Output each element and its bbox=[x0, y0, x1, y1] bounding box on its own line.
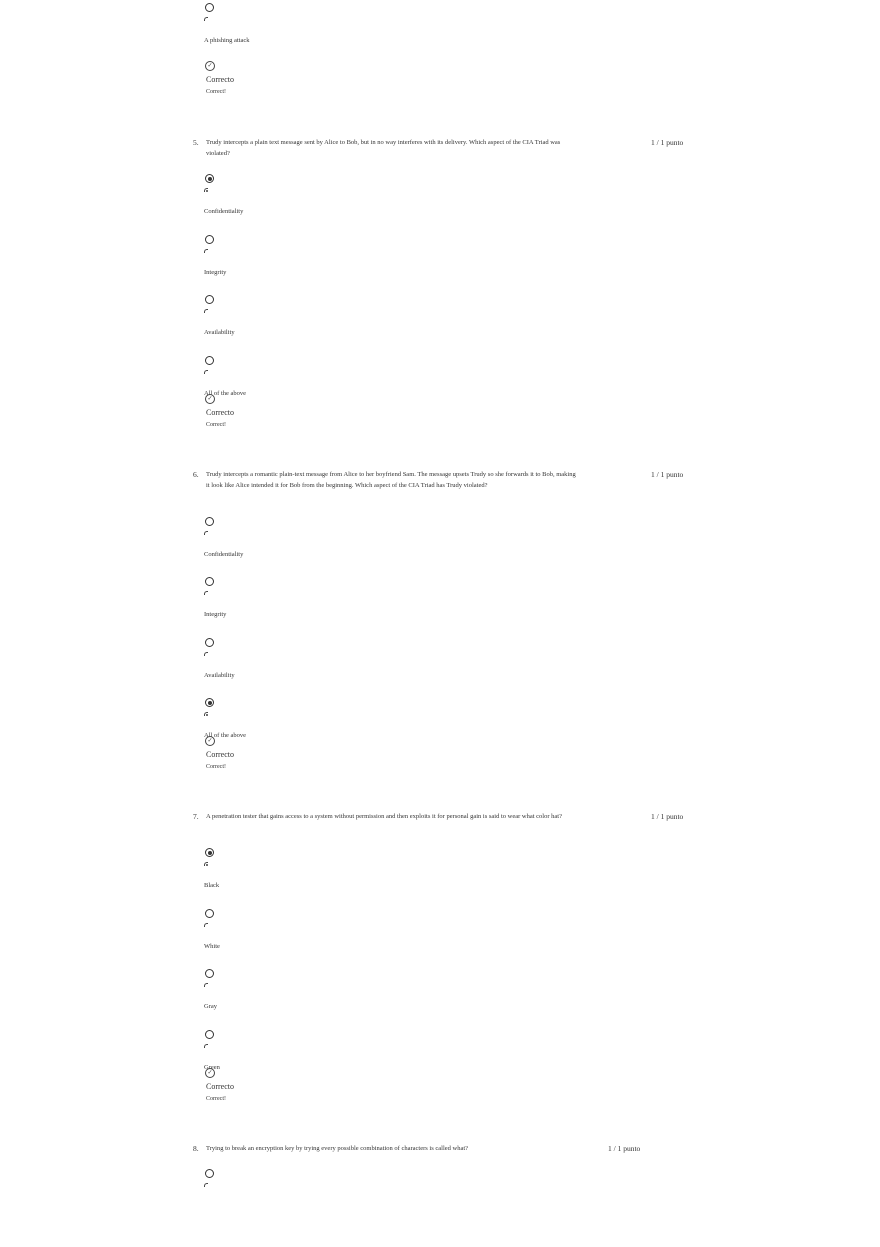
option-label[interactable]: White bbox=[204, 942, 220, 950]
question-text: Trying to break an encryption key by trying every possible combination of characters is called what? bbox=[206, 1144, 469, 1152]
radio-input-marker[interactable] bbox=[204, 17, 208, 21]
radio-input-marker[interactable] bbox=[204, 188, 208, 192]
option-label[interactable]: All of the above bbox=[204, 732, 247, 739]
feedback-message: Correct! bbox=[206, 1095, 226, 1102]
option-label[interactable]: Availability bbox=[204, 671, 235, 679]
question-number: 6. bbox=[193, 469, 199, 479]
radio-input-marker[interactable] bbox=[204, 983, 208, 987]
radio-button[interactable] bbox=[205, 235, 214, 244]
radio-input-marker[interactable] bbox=[204, 923, 208, 927]
feedback-title: Correcto bbox=[206, 407, 234, 417]
option-label[interactable]: Integrity bbox=[204, 268, 227, 276]
option-label[interactable]: Integrity bbox=[204, 611, 227, 618]
option-label[interactable]: All of the above bbox=[204, 389, 247, 397]
radio-input-marker[interactable] bbox=[204, 309, 208, 313]
feedback-title: Correcto bbox=[206, 75, 234, 84]
radio-input-marker[interactable] bbox=[204, 1044, 208, 1048]
question-text: A penetration tester that gains access to a system without permission and then exploits it for personal gain is said to wear what color hat? bbox=[206, 813, 562, 820]
feedback-title: Correcto bbox=[206, 1081, 234, 1091]
feedback-message: Correct! bbox=[206, 421, 226, 428]
question-number: 7. bbox=[193, 812, 199, 821]
option-label[interactable]: Confidentiality bbox=[204, 208, 244, 215]
radio-input-marker[interactable] bbox=[204, 712, 208, 716]
feedback-message: Correct! bbox=[206, 764, 226, 770]
check-circle-icon: ✓ bbox=[205, 736, 215, 746]
option-label[interactable]: Black bbox=[204, 882, 220, 889]
option-label[interactable]: Availability bbox=[204, 329, 235, 336]
radio-button[interactable] bbox=[205, 174, 214, 183]
radio-input-marker[interactable] bbox=[204, 249, 208, 253]
question-points: 1 / 1 punto bbox=[651, 469, 684, 479]
radio-button[interactable] bbox=[205, 969, 214, 978]
feedback-title: Correcto bbox=[206, 750, 234, 759]
radio-input-marker[interactable] bbox=[204, 370, 208, 374]
radio-button[interactable] bbox=[205, 517, 214, 526]
radio-button[interactable] bbox=[205, 638, 214, 647]
radio-button[interactable] bbox=[205, 3, 214, 12]
radio-button[interactable] bbox=[205, 356, 214, 365]
radio-button[interactable] bbox=[205, 1030, 214, 1039]
option-label[interactable]: A phishing attack bbox=[204, 37, 250, 44]
question-text: Trudy intercepts a plain text message sent by Alice to Bob, but in no way interferes with its delivery. Which aspect of the CIA Triad was violated? bbox=[206, 139, 561, 157]
radio-button[interactable] bbox=[205, 848, 214, 857]
radio-input-marker[interactable] bbox=[204, 1183, 208, 1187]
check-circle-icon: ✓ bbox=[205, 61, 215, 71]
radio-button[interactable] bbox=[205, 577, 214, 586]
radio-button[interactable] bbox=[205, 698, 214, 707]
radio-button[interactable] bbox=[205, 1169, 214, 1178]
question-points: 1 / 1 punto bbox=[651, 138, 684, 147]
question-number: 5. bbox=[193, 138, 199, 147]
check-circle-icon: ✓ bbox=[205, 1068, 215, 1078]
question-points: 1 / 1 punto bbox=[651, 812, 684, 821]
question-points: 1 / 1 punto bbox=[608, 1143, 641, 1153]
radio-input-marker[interactable] bbox=[204, 591, 208, 595]
option-label[interactable]: Confidentiality bbox=[204, 550, 244, 558]
option-label[interactable]: Gray bbox=[204, 1003, 217, 1010]
feedback-message: Correct! bbox=[206, 89, 226, 95]
check-circle-icon: ✓ bbox=[205, 394, 215, 404]
radio-button[interactable] bbox=[205, 909, 214, 918]
radio-input-marker[interactable] bbox=[204, 862, 208, 866]
option-label[interactable]: Green bbox=[204, 1063, 220, 1071]
question-text: Trudy intercepts a romantic plain-text message from Alice to her boyfriend Sam. The message upsets Trudy so she forwards it to Bob, making it look like Alice intended it for Bob from the beginning. Which aspect of the CIA Triad has Trudy violated? bbox=[206, 470, 576, 489]
question-number: 8. bbox=[193, 1143, 199, 1153]
radio-input-marker[interactable] bbox=[204, 531, 208, 535]
radio-input-marker[interactable] bbox=[204, 652, 208, 656]
radio-button[interactable] bbox=[205, 295, 214, 304]
